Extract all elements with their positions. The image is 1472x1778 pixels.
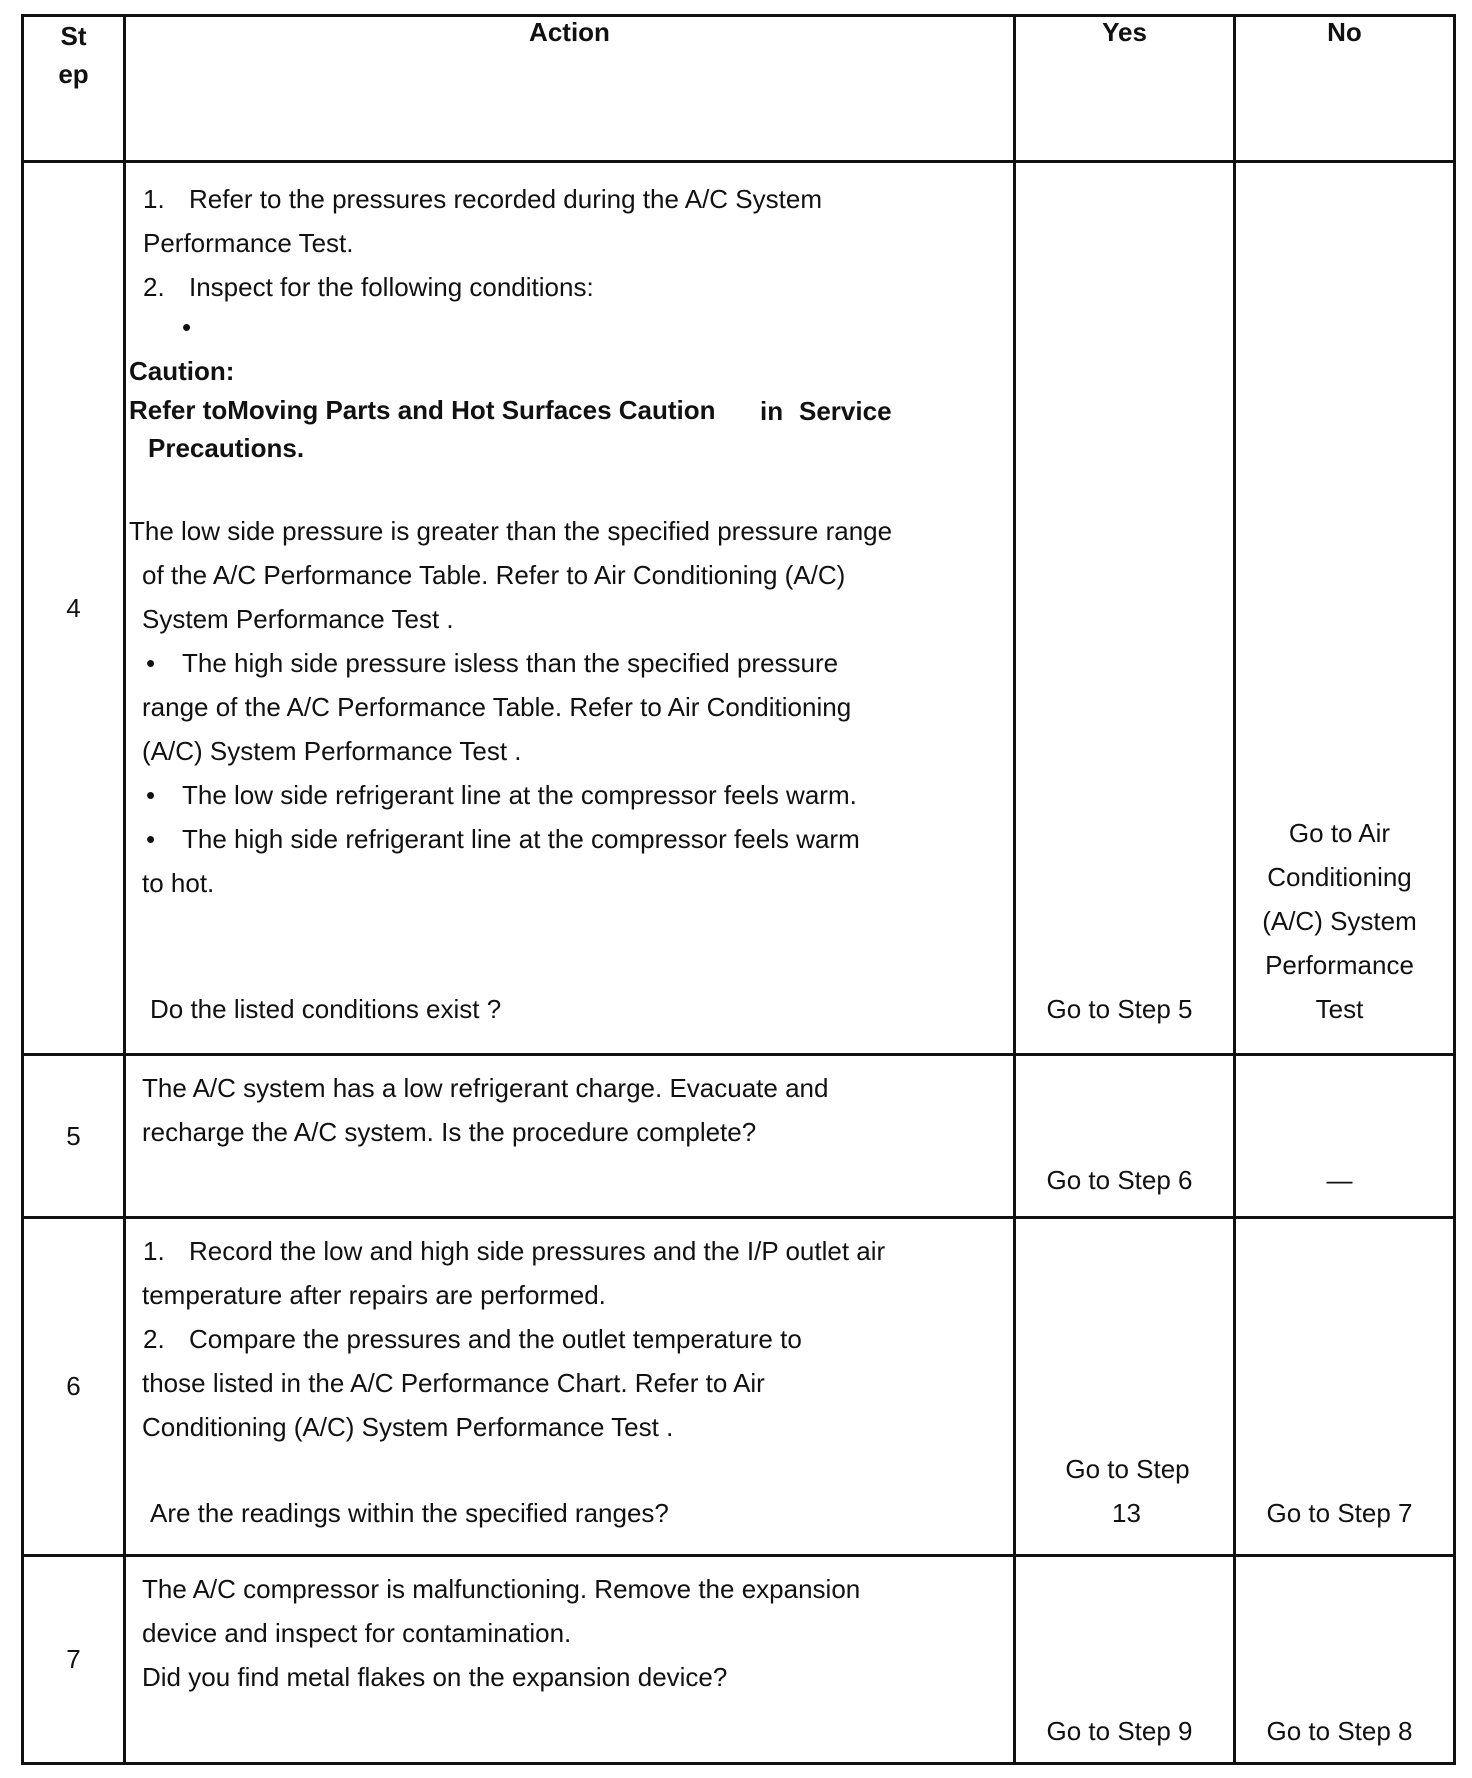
no-result-line: Conditioning xyxy=(1267,862,1412,892)
list-number: 2. xyxy=(143,272,165,302)
bullet-mark: • xyxy=(182,312,192,342)
yes-cell xyxy=(1015,162,1235,1055)
caution-text: Refer toMoving Parts and Hot Surfaces Caution xyxy=(129,395,716,425)
action-cell xyxy=(125,1556,1015,1764)
caution-text-in: in xyxy=(760,396,784,426)
action-text: Record the low and high side pressures and the I/P outlet air xyxy=(189,1236,886,1266)
step-number: 4 xyxy=(23,162,125,1055)
step-number: 6 xyxy=(23,1218,125,1556)
action-text: Inspect for the following conditions: xyxy=(189,272,594,302)
question-text: Do the listed conditions exist ? xyxy=(150,994,502,1024)
table-row-step-7 xyxy=(23,1556,1455,1764)
action-cell xyxy=(125,162,1015,1055)
caution-text-service: Service xyxy=(799,396,892,426)
condition-text: to hot. xyxy=(142,868,215,898)
condition-text: of the A/C Performance Table. Refer to Air Conditioning (A/C) xyxy=(142,560,846,590)
no-result: Go to Step 7 xyxy=(1266,1498,1413,1528)
condition-text: (A/C) System Performance Test . xyxy=(142,736,522,766)
action-text: those listed in the A/C Performance Chart. Refer to Air xyxy=(142,1368,765,1398)
caution-title: Caution: xyxy=(129,356,235,386)
action-cell xyxy=(125,1055,1015,1218)
condition-text: The high side refrigerant line at the compressor feels warm xyxy=(182,824,860,854)
bullet-mark: • xyxy=(146,648,156,678)
step-number: 7 xyxy=(23,1556,125,1764)
table-row-step-5 xyxy=(23,1055,1455,1218)
condition-text: The low side refrigerant line at the compressor feels warm. xyxy=(182,780,857,810)
yes-header: Yes xyxy=(1015,16,1235,162)
condition-text: System Performance Test . xyxy=(142,604,454,634)
bullet-mark: • xyxy=(146,824,156,854)
step-header-line2: ep xyxy=(58,59,89,89)
question-text: Did you find metal flakes on the expansion device? xyxy=(142,1662,728,1692)
action-cell xyxy=(125,1218,1015,1556)
header-row xyxy=(23,16,1455,162)
no-result-line: (A/C) System xyxy=(1262,906,1417,936)
list-number: 1. xyxy=(143,184,165,214)
action-text: The A/C compressor is malfunctioning. Remove the expansion xyxy=(142,1574,861,1604)
action-text: The A/C system has a low refrigerant charge. Evacuate and xyxy=(142,1073,829,1103)
yes-cell xyxy=(1015,1556,1235,1764)
yes-result: Go to Step 9 xyxy=(1046,1716,1193,1746)
yes-result-line: Go to Step xyxy=(1065,1454,1190,1484)
yes-result-line: 13 xyxy=(1112,1498,1141,1528)
no-result-line: Performance xyxy=(1265,950,1414,980)
yes-result: Go to Step 5 xyxy=(1046,994,1193,1024)
yes-cell xyxy=(1015,1055,1235,1218)
action-text: Compare the pressures and the outlet temperature to xyxy=(189,1324,802,1354)
condition-text: The high side pressure isless than the specified pressure xyxy=(182,648,839,678)
diagnostic-table xyxy=(21,14,1456,1765)
action-text: recharge the A/C system. Is the procedure complete? xyxy=(142,1117,757,1147)
action-text: Refer to the pressures recorded during the A/C System xyxy=(189,184,822,214)
caution-text: Precautions. xyxy=(148,433,305,463)
no-result: Go to Step 8 xyxy=(1266,1716,1413,1746)
no-result: — xyxy=(1326,1165,1353,1195)
no-cell xyxy=(1235,1556,1455,1764)
step-header-line1: St xyxy=(60,21,87,51)
bullet-mark: • xyxy=(146,780,156,810)
no-result-line: Test xyxy=(1315,994,1364,1024)
yes-result: Go to Step 6 xyxy=(1046,1165,1193,1195)
list-number: 2. xyxy=(143,1324,165,1354)
table-row-step-4 xyxy=(23,162,1455,1055)
question-text: Are the readings within the specified ranges? xyxy=(150,1498,669,1528)
list-number: 1. xyxy=(143,1236,165,1266)
action-text: Conditioning (A/C) System Performance Test . xyxy=(142,1412,674,1442)
action-text: device and inspect for contamination. xyxy=(142,1618,572,1648)
no-result-line: Go to Air xyxy=(1288,818,1391,848)
step-header xyxy=(23,16,125,162)
condition-text: range of the A/C Performance Table. Refer to Air Conditioning xyxy=(142,692,852,722)
no-cell xyxy=(1235,1218,1455,1556)
action-header: Action xyxy=(125,16,1015,162)
no-cell xyxy=(1235,1055,1455,1218)
table-row-step-6 xyxy=(23,1218,1455,1556)
condition-text: The low side pressure is greater than the specified pressure range xyxy=(129,516,893,546)
action-text: Performance Test. xyxy=(143,228,354,258)
action-text: temperature after repairs are performed. xyxy=(142,1280,606,1310)
no-cell xyxy=(1235,162,1455,1055)
yes-cell xyxy=(1015,1218,1235,1556)
no-header: No xyxy=(1235,16,1455,162)
step-number: 5 xyxy=(23,1055,125,1218)
